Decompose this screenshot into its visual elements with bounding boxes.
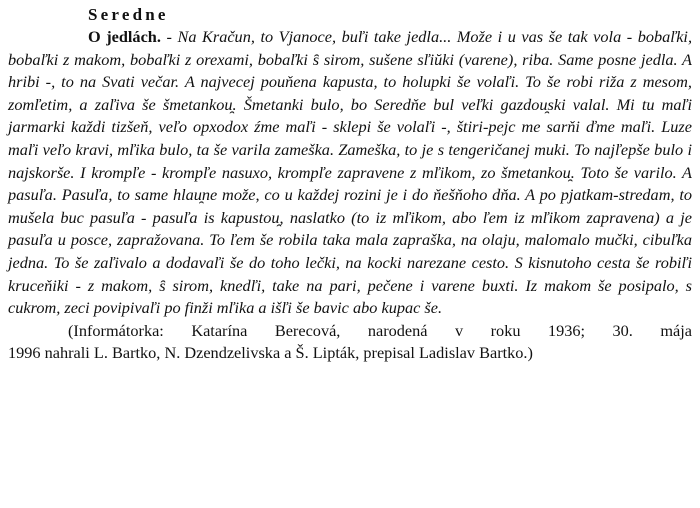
article-heading: O jedlách. bbox=[88, 27, 161, 46]
heading-dash: - bbox=[160, 27, 178, 46]
document-page bbox=[8, 4, 692, 365]
article-paragraph bbox=[8, 26, 692, 320]
article-text: Na Kračun, to Vjanoce, buľi take jedla... Može i u vas še tak vola - bobaľki, bobaľki z makom, bobaľki z orexami, bobaľki s̑ sirom, sušene sľiŭki (varene), riba. Same posne jedla. A hribi -, to na Svati večar. A najvecej pouňena kapusta, to holupki še volaľi. To še robi riža z mesom, zomľetim, a zaľiva še šmetankou̯. Šmetanki bulo, bo Seredňe bul veľki gazdou̯ski valal. Mi tu maľi jarmarki každi tizšeň, veľo opxodox źme maľi - sklepi še volaľi -, štiri-pejc me sarňi ďme maľi. Luze maľi veľo kravi, mľika bulo, ta še varila zameška. Zameška, to je s tengeričanej muki. To najľepše bulo i najskorše. I krompľe - krompľe nasuxo, krompľe zapravene z mľikom, zo šmetankou̯. Toto še varilo. A pasuľa. Pasuľa, to same hlau̯ne može, co u každej rozini je i do ňešňoho dňa. A po pjatkam-stredam, to mušela buc pasuľa - pasuľa is kapustou̯, naslatko (to iz mľikom, abo ľem iz mľikom zapravena) a je pasuľa u posce, zapražovana. To ľem še robila taka mala zapraška, na olaju, malomalo mučki, cibuľka jedna. To še zaľivalo a dodavaľi še do toho lečki, na kocki narezane cesto. S kisnutoho cesta še robiľi kruceňiki - z makom, s̑ sirom, knedľi, take na pari, pečene i varene buxti. Iz makom še posipalo, s cukrom, zeci povipivaľi po finži mľika a išľi še bavic abo kupac še. bbox=[8, 27, 693, 318]
place-title: Seredne bbox=[88, 5, 169, 24]
credit-line-1: (Informátorka: Katarína Berecová, narodená v roku 1936; 30. mája bbox=[68, 320, 692, 340]
credit-line-2: 1996 nahrali L. Bartko, N. Dzendzelivska a Š. Lipták, prepisal Ladislav Bartko.) bbox=[8, 343, 533, 363]
